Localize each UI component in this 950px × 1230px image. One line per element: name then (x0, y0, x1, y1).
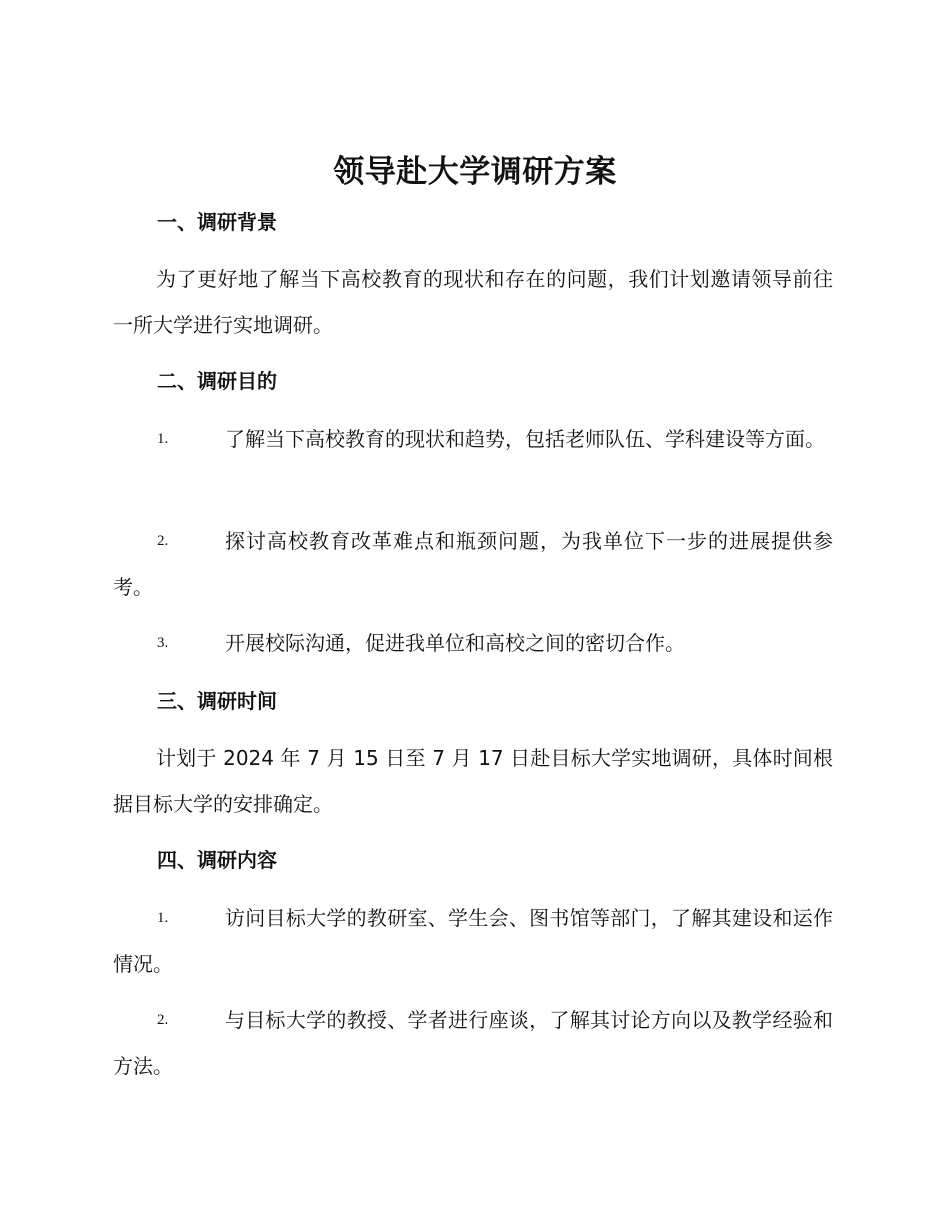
list-item-number: 1. (157, 431, 169, 447)
section-heading-content: 四、调研内容 (157, 848, 277, 872)
list-item (113, 416, 833, 462)
list-item-text: 访问目标大学的教研室、学生会、图书馆等部门，了解其建设和运作情况。 (113, 906, 833, 976)
document-title: 领导赴大学调研方案 (333, 154, 617, 190)
section-heading-schedule: 三、调研时间 (157, 689, 277, 713)
list-item-text: 与目标大学的教授、学者进行座谈，了解其讨论方向以及教学经验和方法。 (113, 1008, 833, 1078)
section-heading-background: 一、调研背景 (157, 210, 277, 234)
list-item-text: 开展校际沟通，促进我单位和高校之间的密切合作。 (225, 631, 685, 655)
section-heading-purpose: 二、调研目的 (157, 369, 277, 393)
list-item-number: 1. (157, 910, 169, 926)
list-item-number: 3. (157, 635, 169, 651)
list-item-text: 了解当下高校教育的现状和趋势，包括老师队伍、学科建设等方面。 (225, 427, 825, 451)
list-item (113, 620, 833, 666)
list-item (113, 518, 833, 610)
list-item (113, 997, 833, 1089)
list-item-text: 探讨高校教育改革难点和瓶颈问题，为我单位下一步的进展提供参考。 (113, 529, 833, 599)
list-item (113, 895, 833, 987)
list-item-number: 2. (157, 533, 169, 549)
section-paragraph-background: 为了更好地了解当下高校教育的现状和存在的问题，我们计划邀请领导前往一所大学进行实地调研。 (113, 267, 833, 337)
list-item-number: 2. (157, 1012, 169, 1028)
section-paragraph-schedule: 计划于 2024 年 7 月 15 日至 7 月 17 日赴目标大学实地调研，具体时间根据目标大学的安排确定。 (113, 746, 833, 816)
